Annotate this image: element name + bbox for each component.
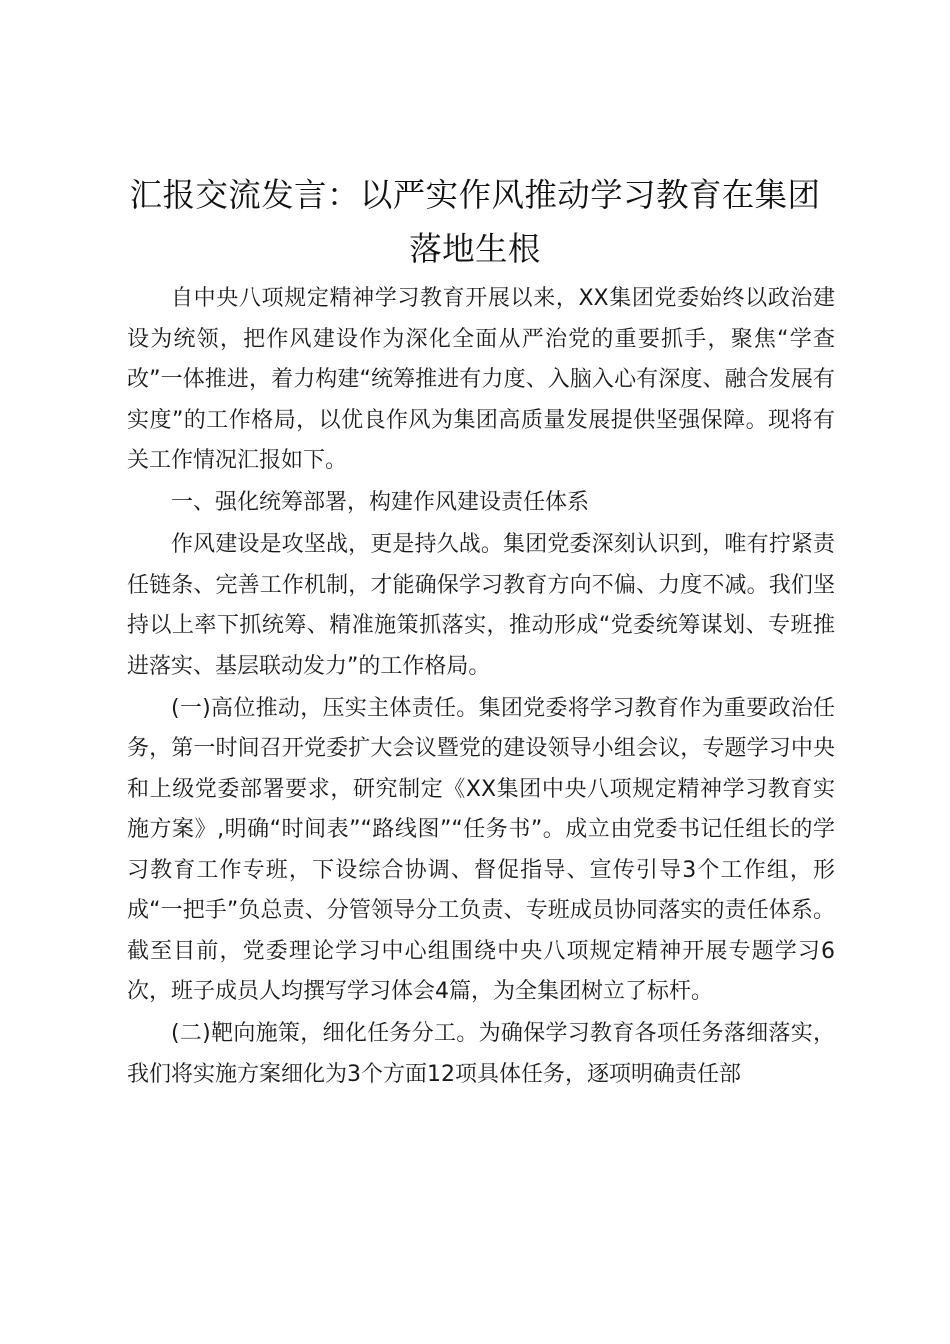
subsection-1-paragraph: (一)高位推动，压实主体责任。集团党委将学习教育作为重要政治任务，第一时间召开党委扩大会议暨党的建设领导小组会议，专题学习中央和上级党委部署要求，研究制定《XX集团中央八项规定精神学习教育实施方案》,明确“时间表”“路线图”“任务书”。成立由党委书记任组长的学习教育工作专班，下设综合协调、督促指导、宣传引导3个工作组，形成“一把手”负总责、分管领导分工负责、专班成员协同落实的责任体系。截至目前，党委理论学习中心组围绕中央八项规定精神开展专题学习6次，班子成员人均撰写学习体会4篇，为全集团树立了标杆。 bbox=[127, 695, 835, 1004]
document-title: 汇报交流发言：以严实作风推动学习教育在集团落地生根 bbox=[129, 176, 821, 268]
section-intro-paragraph: 作风建设是攻坚战，更是持久战。集团党委深刻认识到，唯有拧紧责任链条、完善工作机制，才能确保学习教育方向不偏、力度不减。我们坚持以上率下抓统筹、精准施策抓落实，推动形成“党委统筹谋划、专班推进落实、基层联动发力”的工作格局。 bbox=[127, 532, 835, 679]
document-body bbox=[127, 279, 835, 1095]
intro-paragraph: 自中央八项规定精神学习教育开展以来，XX集团党委始终以政治建设为统领，把作风建设作为深化全面从严治党的重要抓手，聚焦“学查改”一体推进，着力构建“统筹推进有力度、入脑入心有深度、融合发展有实度”的工作格局，以优良作风为集团高质量发展提供坚强保障。现将有关工作情况汇报如下。 bbox=[127, 286, 835, 473]
section-heading: 一、强化统筹部署，构建作风建设责任体系 bbox=[171, 490, 590, 515]
subsection-2-paragraph: (二)靶向施策，细化任务分工。为确保学习教育各项任务落细落实，我们将实施方案细化为3个方面12项具体任务，逐项明确责任部 bbox=[127, 1021, 835, 1087]
